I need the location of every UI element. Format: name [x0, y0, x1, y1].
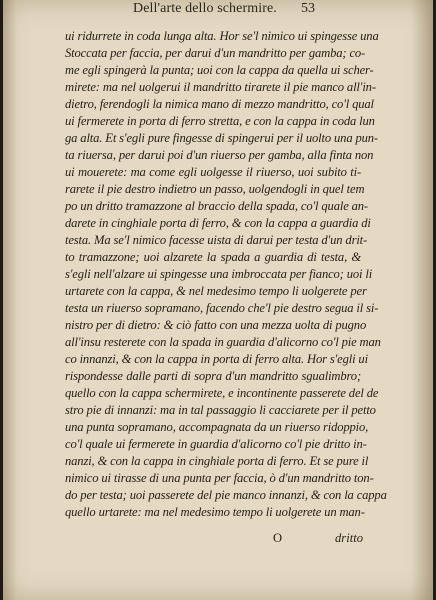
- text-line: ga alta. Et s'egli pure fingesse di spingerui per il uolto una pun-: [65, 131, 378, 145]
- catchword-line: [273, 531, 363, 546]
- text-line: testa. Ma se'l nimico facesse uista di darui per testa d'un drit-: [65, 233, 368, 247]
- text-line: quello con la cappa schermirete, e incontinente passerete del de: [65, 386, 379, 400]
- text-line: quello urtarete: ma nel medesimo tempo li uolgerete un man-: [65, 505, 365, 519]
- text-line: co innanzi, & con la cappa in porta di ferro alta. Hor s'egli ui: [65, 352, 368, 366]
- body-text: [65, 28, 387, 521]
- running-title: Dell'arte dello schermire.: [133, 1, 277, 16]
- text-line: nistro per di dietro: & ciò fatto con una mezza uolta di pugno: [65, 318, 367, 332]
- text-line: ui mouerete: ma come egli uolgesse il riuerso, uoi subito ti-: [65, 165, 361, 179]
- text-line: mirete: ma nel uolgerui il mandritto tirarete il pie manco all'in-: [65, 80, 376, 94]
- text-line: Stoccata per faccia, per darui d'un mandritto per gamba; co-: [65, 46, 366, 60]
- catchword: dritto: [335, 531, 363, 545]
- text-line: do per testa; uoi passerete del pie manco innanzi, & con la cappa: [65, 488, 387, 502]
- text-line: co'l quale ui fermerete in guardia d'alicorno co'l pie dritto in-: [65, 437, 367, 451]
- text-line: ta riuersa, per darui poi d'un riuerso per gamba, alla finta non: [65, 148, 374, 162]
- text-line: testa un riuerso sopramano, facendo che'l pie destro segua il si-: [65, 301, 379, 315]
- text-line: urtarete con la cappa, & nel medesimo tempo li uolgerete per: [65, 284, 367, 298]
- book-page: [3, 0, 433, 600]
- text-line: dietro, ferendogli la nimica mano di mezzo mandritto, co'l qual: [65, 97, 374, 111]
- text-line: nanzi, & con la cappa in cinghiale porta di ferro. Et se pure il: [65, 454, 369, 468]
- page-number: 53: [301, 1, 315, 16]
- text-line: una punta sopramano, accompagnata da un riuerso ridoppio,: [65, 420, 369, 434]
- text-line: po un dritto tramazzone al braccio della spada, co'l quale an-: [65, 199, 368, 213]
- text-line: rarete il pie destro indietro un passo, uolgendogli in quel tem: [65, 182, 365, 196]
- text-line: nimico ui tirasse di una punta per faccia, ò d'un mandritto ton-: [65, 471, 374, 485]
- text-line: s'egli nell'alzare ui spingesse una imbroccata per fianco; uoi li: [65, 267, 373, 281]
- signature-mark: O: [273, 531, 283, 545]
- text-line: darete in cinghiale porta di ferro, & con la cappa a guardia di: [65, 216, 371, 230]
- text-line: to tramazzone; uoi alzarete la spada a guardia di testa, &: [65, 250, 361, 264]
- text-line: rispondesse dalle parti di sopra d'un mandritto sgualimbro;: [65, 369, 361, 383]
- text-line: stro pie di innanzi: ma in tal passaggio li cacciarete per il petto: [65, 403, 376, 417]
- text-line: ui ridurrete in coda lunga alta. Hor se'l nimico ui spingesse una: [65, 29, 379, 43]
- text-line: me egli spingerà la punta; uoi con la cappa da quella ui scher-: [65, 63, 374, 77]
- text-line: ui fermerete in porta di ferro stretta, e con la cappa in coda lun: [65, 114, 375, 128]
- text-line: all'insu resterete con la spada in guardia d'alicorno co'l pie man: [65, 335, 381, 349]
